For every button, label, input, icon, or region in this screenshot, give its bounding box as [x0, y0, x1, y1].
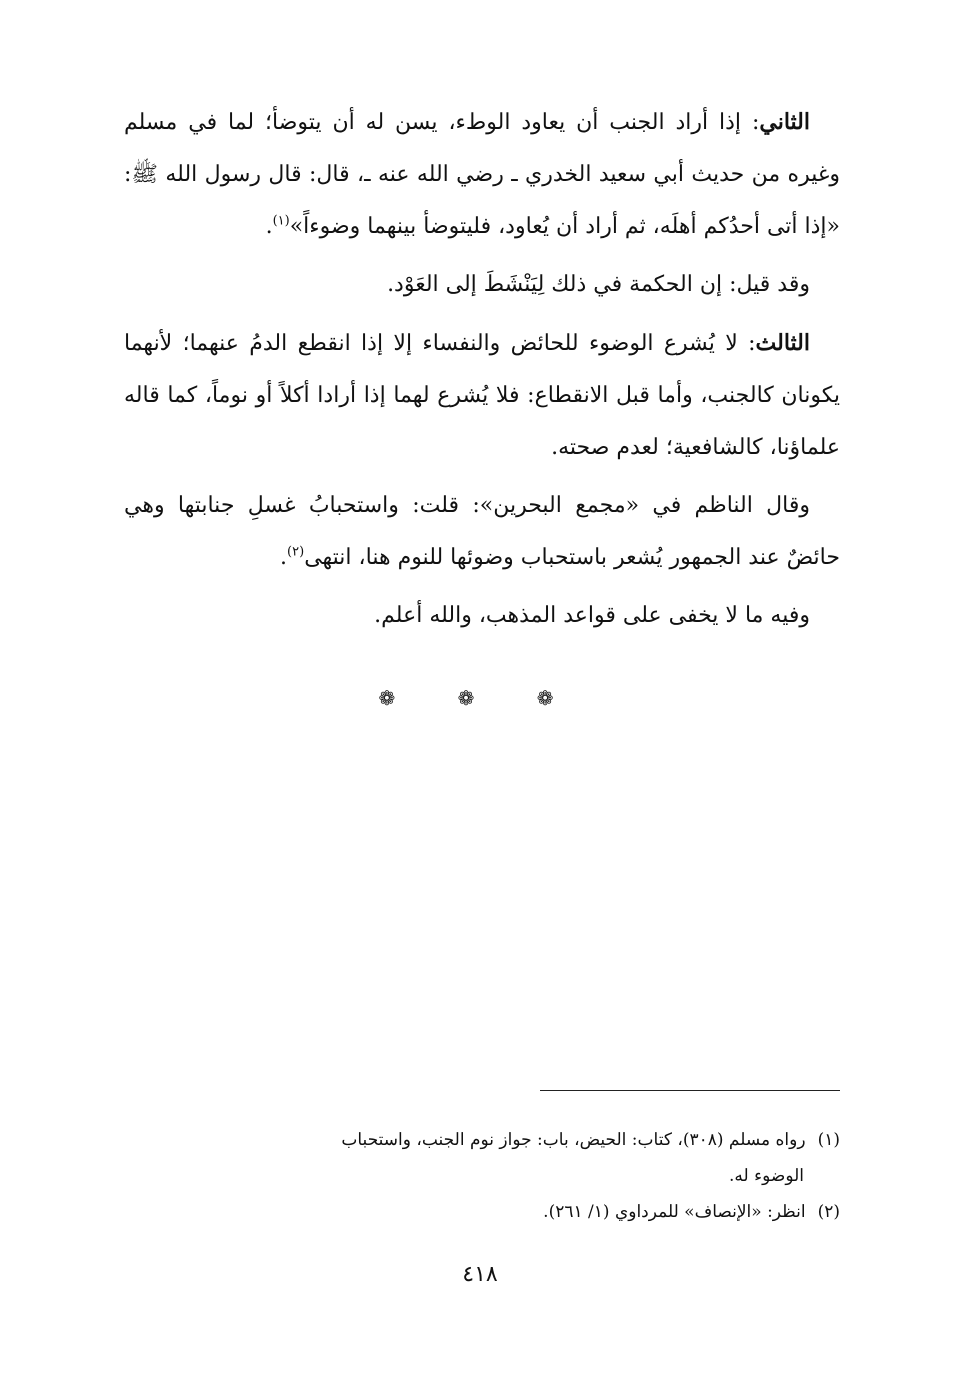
- section-separator: ❁ ❁ ❁: [378, 686, 582, 710]
- paragraph-body: : لا يُشرع الوضوء للحائض والنفساء إلا إذا انقطع الدمُ عنهما؛ لأنهما يكونان كالجنب، وأما قبل الانقطاع: فلا يُشرع لهما إذا أرادا أكلاً أو نوماً، كما قاله علماؤنا، كالشافعية؛ لعدم صحته.: [124, 331, 840, 460]
- main-text: [124, 96, 840, 648]
- paragraph-end: .: [280, 545, 288, 570]
- footnote-text: انظر: «الإنصاف» للمرداوي (١/ ٢٦١).: [543, 1202, 806, 1222]
- footnote-1: [124, 1122, 840, 1158]
- paragraph-body: وفيه ما لا يخفى على قواعد المذهب، والله أعلم.: [374, 603, 810, 628]
- paragraph-body: وقد قيل: إن الحكمة في ذلك لِيَنْشَطَ إلى العَوْد.: [387, 272, 810, 297]
- page-number: ٤١٨: [462, 1262, 498, 1287]
- paragraph-closing: [124, 590, 840, 642]
- footnote-number: (١): [817, 1130, 840, 1150]
- footnote-ref-1[interactable]: (١): [272, 213, 290, 229]
- paragraph-body: : إذا أراد الجنب أن يعاود الوطء، يسن له أن يتوضأ؛ لما في مسلم وغيره من حديث أبي سعيد الخدري ـ رضي الله عنه ـ، قال: قال رسول الله ﷺ: «إذا أتى أحدُكم أهلَه، ثم أراد أن يُعاود، فليتوضأ بينهما وضوءاً»: [124, 110, 840, 239]
- paragraph-third: [124, 317, 840, 474]
- paragraph-wisdom: [124, 259, 840, 311]
- paragraph-lead: الثاني: [759, 109, 810, 135]
- paragraph-nazim: [124, 480, 840, 584]
- footnote-text: رواه مسلم (٣٠٨)، كتاب: الحيض، باب: جواز نوم الجنب، واستحباب: [341, 1130, 806, 1150]
- footnote-divider: [540, 1090, 840, 1091]
- paragraph-end: .: [265, 214, 273, 239]
- footnote-2: [124, 1194, 840, 1230]
- footnote-ref-2[interactable]: (٢): [287, 544, 305, 560]
- paragraph-lead: الثالث: [755, 330, 810, 356]
- paragraph-body: وقال الناظم في «مجمع البحرين»: قلت: واستحبابُ غسلِ جنابتها وهي حائضٌ عند الجمهور يُشعر باستحباب وضوئها للنوم هنا، انتهى: [124, 493, 840, 570]
- footnote-1-continuation: الوضوء له.: [729, 1166, 804, 1186]
- footnotes: [124, 1122, 840, 1230]
- paragraph-second: [124, 96, 840, 253]
- footnote-number: (٢): [817, 1202, 840, 1222]
